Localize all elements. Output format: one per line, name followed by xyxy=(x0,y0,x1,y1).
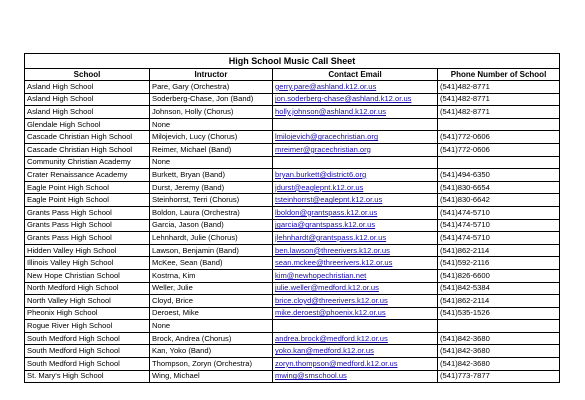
email-link[interactable]: julie.weller@medford.k12.or.us xyxy=(273,282,438,295)
phone-cell: (541)826-6600 xyxy=(438,269,560,282)
phone-cell: (541)592-2116 xyxy=(438,257,560,270)
phone-cell: (541)842-3680 xyxy=(438,358,560,371)
phone-cell: (541)535-1526 xyxy=(438,307,560,320)
school-cell: Illinois Valley High School xyxy=(25,257,150,270)
school-cell: South Medford High School xyxy=(25,358,150,371)
table-row xyxy=(25,219,560,232)
table-row xyxy=(25,106,560,119)
header-school: School xyxy=(25,69,150,81)
email-link[interactable]: jlehnhardt@grantspass.k12.or.us xyxy=(273,232,438,245)
email-link[interactable]: holly.johnson@ashland.k12.or.us xyxy=(273,106,438,119)
instructor-cell: Lehnhardt, Julie (Chorus) xyxy=(150,232,273,245)
instructor-cell: Wing, Michael xyxy=(150,370,273,383)
phone-cell: (541)482-8771 xyxy=(438,93,560,106)
email-link[interactable]: kim@newhopechristian.net xyxy=(273,269,438,282)
instructor-cell: Kan, Yoko (Band) xyxy=(150,345,273,358)
phone-cell: (541)862-2114 xyxy=(438,244,560,257)
school-cell: South Medford High School xyxy=(25,332,150,345)
table-row xyxy=(25,206,560,219)
instructor-cell: Weller, Julie xyxy=(150,282,273,295)
call-sheet xyxy=(24,53,559,383)
school-cell: Eagle Point High School xyxy=(25,194,150,207)
email-link[interactable]: ben.lawson@threerivers.k12.or.us xyxy=(273,244,438,257)
instructor-cell: Garcia, Jason (Band) xyxy=(150,219,273,232)
instructor-cell: None xyxy=(150,156,273,169)
phone-cell: (541)494-6350 xyxy=(438,169,560,182)
instructor-cell: Steinhorrst, Terri (Chorus) xyxy=(150,194,273,207)
table-row xyxy=(25,143,560,156)
header-instructor: Intructor xyxy=(150,69,273,81)
table-row xyxy=(25,370,560,383)
sheet-title: High School Music Call Sheet xyxy=(25,54,560,69)
instructor-cell: None xyxy=(150,118,273,131)
email-link xyxy=(273,118,438,131)
phone-cell: (541)842-3680 xyxy=(438,332,560,345)
email-link[interactable]: mwing@smschool.us xyxy=(273,370,438,383)
table-row xyxy=(25,307,560,320)
email-link[interactable]: jgarcia@grantspass.k12.or.us xyxy=(273,219,438,232)
table-row xyxy=(25,320,560,333)
table-row xyxy=(25,169,560,182)
instructor-cell: Pare, Gary (Orchestra) xyxy=(150,81,273,94)
email-link[interactable]: sean.mckee@threerivers.k12.or.us xyxy=(273,257,438,270)
school-cell: Hidden Valley High School xyxy=(25,244,150,257)
school-cell: Cascade Christian High School xyxy=(25,143,150,156)
school-cell: Asland High School xyxy=(25,106,150,119)
email-link[interactable]: mreimer@gracechristian.org xyxy=(273,143,438,156)
table-row xyxy=(25,358,560,371)
school-cell: Cascade Christian High School xyxy=(25,131,150,144)
email-link[interactable]: andrea.brock@medford.k12.or.us xyxy=(273,332,438,345)
header-row xyxy=(25,69,560,81)
table-row xyxy=(25,131,560,144)
phone-cell: (541)842-3680 xyxy=(438,345,560,358)
instructor-cell: Johnson, Holly (Chorus) xyxy=(150,106,273,119)
instructor-cell: Cloyd, Brice xyxy=(150,295,273,308)
email-link[interactable]: lboldon@grantspass.k12.or.us xyxy=(273,206,438,219)
instructor-cell: Thompson, Zoryn (Orchestra) xyxy=(150,358,273,371)
table-row xyxy=(25,345,560,358)
phone-cell: (541)830-6642 xyxy=(438,194,560,207)
table-row xyxy=(25,118,560,131)
header-phone: Phone Number of School xyxy=(438,69,560,81)
email-link[interactable]: jdurst@eaglepnt.k12.or.us xyxy=(273,181,438,194)
email-link[interactable]: tsteinhorrst@eaglepnt.k12.or.us xyxy=(273,194,438,207)
instructor-cell: Lawson, Benjamin (Band) xyxy=(150,244,273,257)
phone-cell xyxy=(438,156,560,169)
instructor-cell: Deroest, Mike xyxy=(150,307,273,320)
phone-cell xyxy=(438,118,560,131)
phone-cell: (541)474-5710 xyxy=(438,206,560,219)
table-row xyxy=(25,269,560,282)
table-row xyxy=(25,194,560,207)
school-cell: Community Christian Academy xyxy=(25,156,150,169)
instructor-cell: McKee, Sean (Band) xyxy=(150,257,273,270)
email-link[interactable]: lmilojevich@gracechristian.org xyxy=(273,131,438,144)
school-cell: Pheonix High School xyxy=(25,307,150,320)
table-row xyxy=(25,244,560,257)
instructor-cell: Boldon, Laura (Orchestra) xyxy=(150,206,273,219)
table-row xyxy=(25,156,560,169)
phone-cell: (541)482-8771 xyxy=(438,106,560,119)
email-link[interactable]: zoryn.thompson@medford.k12.or.us xyxy=(273,358,438,371)
email-link[interactable]: mike.deroest@phoenix.k12.or.us xyxy=(273,307,438,320)
email-link xyxy=(273,320,438,333)
school-cell: Grants Pass High School xyxy=(25,219,150,232)
phone-cell: (541)830-6654 xyxy=(438,181,560,194)
call-sheet-table xyxy=(24,53,560,383)
instructor-cell: Brock, Andrea (Chorus) xyxy=(150,332,273,345)
school-cell: North Medford High School xyxy=(25,282,150,295)
table-row xyxy=(25,332,560,345)
school-cell: North Valley High School xyxy=(25,295,150,308)
phone-cell: (541)773-7877 xyxy=(438,370,560,383)
school-cell: Glendale High School xyxy=(25,118,150,131)
table-row xyxy=(25,81,560,94)
school-cell: South Medford High School xyxy=(25,345,150,358)
instructor-cell: Milojevich, Lucy (Chorus) xyxy=(150,131,273,144)
instructor-cell: Burkett, Bryan (Band) xyxy=(150,169,273,182)
school-cell: Grants Pass High School xyxy=(25,232,150,245)
phone-cell: (541)862-2114 xyxy=(438,295,560,308)
email-link[interactable]: jon.soderberg-chase@ashland.k12.or.us xyxy=(273,93,438,106)
school-cell: Grants Pass High School xyxy=(25,206,150,219)
email-link xyxy=(273,156,438,169)
header-email: Contact Email xyxy=(273,69,438,81)
table-row xyxy=(25,93,560,106)
table-row xyxy=(25,282,560,295)
instructor-cell: Kostrna, Kim xyxy=(150,269,273,282)
email-link[interactable]: yoko.kan@medford.k12.or.us xyxy=(273,345,438,358)
table-row xyxy=(25,232,560,245)
phone-cell: (541)482-8771 xyxy=(438,81,560,94)
phone-cell: (541)772-0606 xyxy=(438,131,560,144)
school-cell: Eagle Point High School xyxy=(25,181,150,194)
school-cell: Asland High School xyxy=(25,81,150,94)
instructor-cell: Durst, Jeremy (Band) xyxy=(150,181,273,194)
school-cell: Asland High School xyxy=(25,93,150,106)
phone-cell: (541)474-5710 xyxy=(438,232,560,245)
email-link[interactable]: gerry.pare@ashland.k12.or.us xyxy=(273,81,438,94)
school-cell: St. Mary's High School xyxy=(25,370,150,383)
instructor-cell: Reimer, Michael (Band) xyxy=(150,143,273,156)
table-row xyxy=(25,257,560,270)
email-link[interactable]: brice.cloyd@threerivers.k12.or.us xyxy=(273,295,438,308)
phone-cell xyxy=(438,320,560,333)
school-cell: Rogue River High School xyxy=(25,320,150,333)
table-row xyxy=(25,295,560,308)
school-cell: New Hope Christian School xyxy=(25,269,150,282)
table-row xyxy=(25,181,560,194)
phone-cell: (541)772-0606 xyxy=(438,143,560,156)
email-link[interactable]: bryan.burkett@district6.org xyxy=(273,169,438,182)
phone-cell: (541)474-5710 xyxy=(438,219,560,232)
phone-cell: (541)842-5384 xyxy=(438,282,560,295)
title-row xyxy=(25,54,560,69)
school-cell: Crater Renaissance Academy xyxy=(25,169,150,182)
instructor-cell: Soderberg-Chase, Jon (Band) xyxy=(150,93,273,106)
instructor-cell: None xyxy=(150,320,273,333)
